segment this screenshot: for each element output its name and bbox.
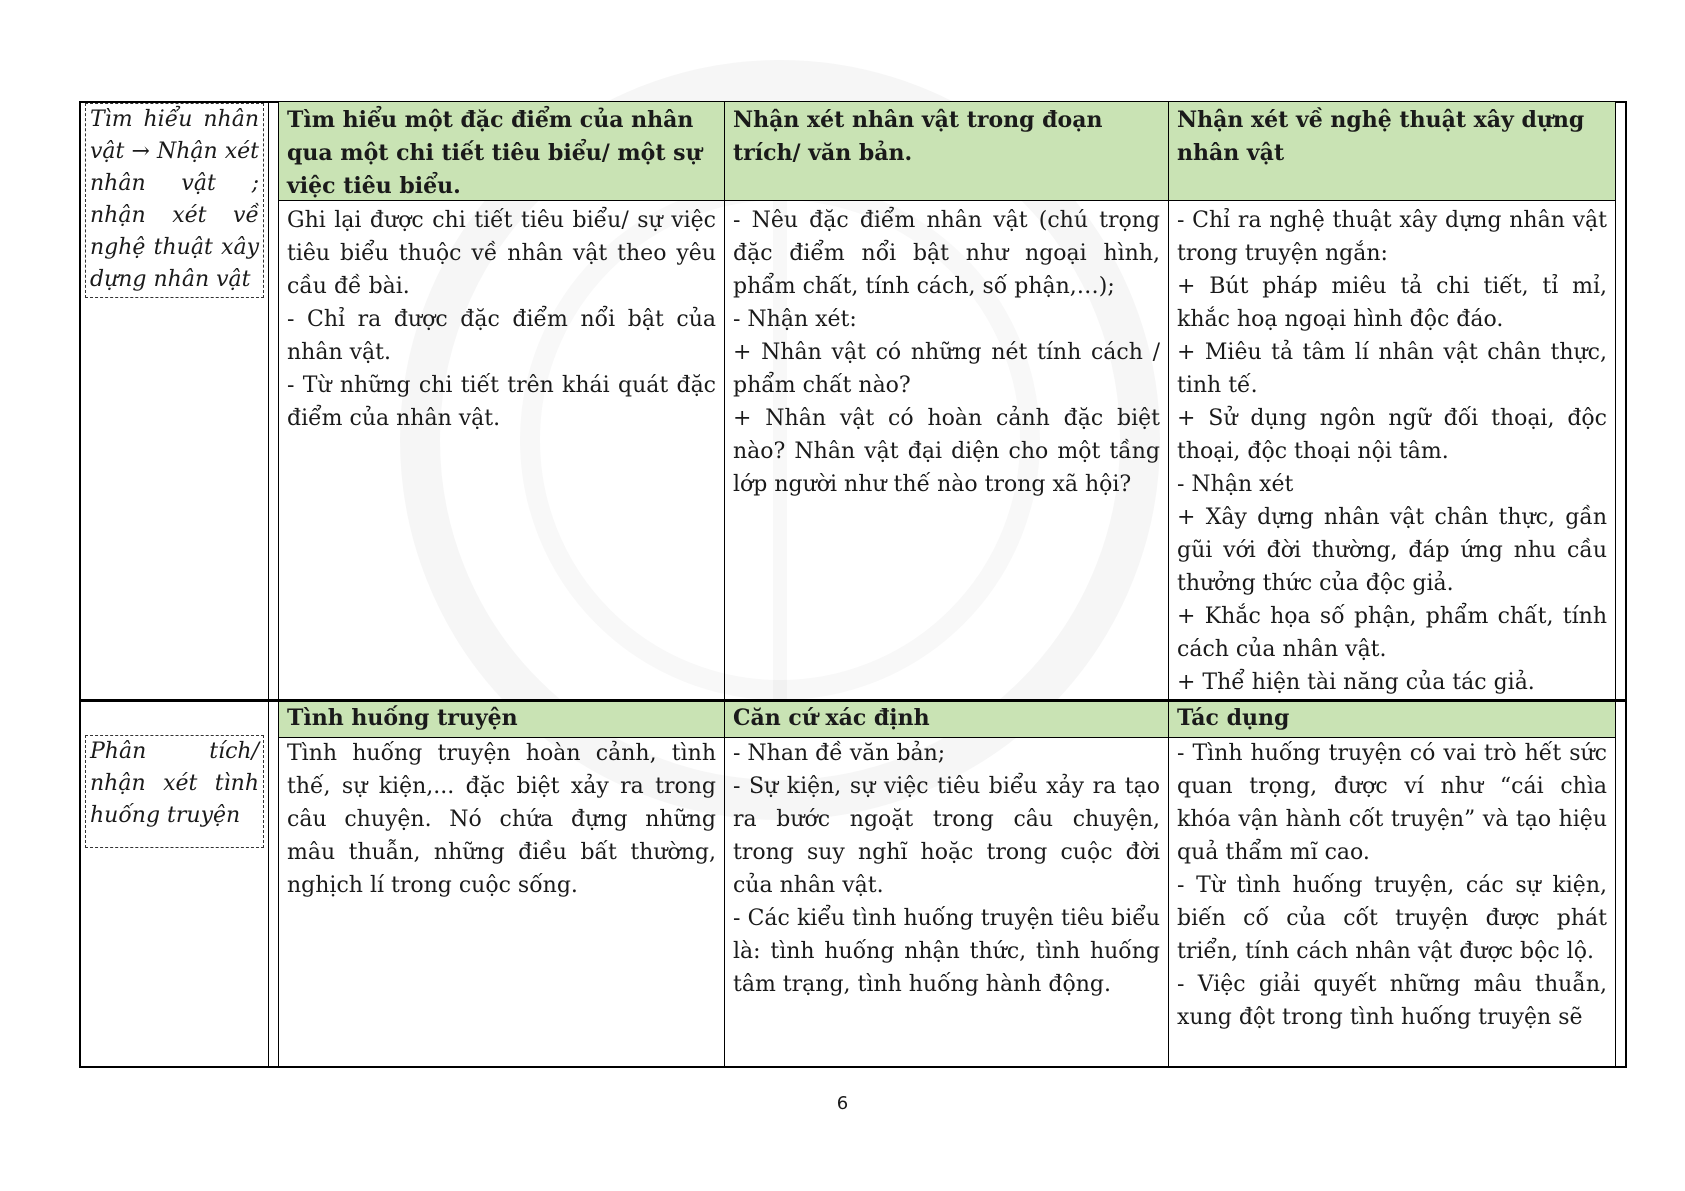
list-item: - Chỉ ra nghệ thuật xây dựng nhân vật trong truyện ngắn: bbox=[1177, 208, 1607, 266]
header-situation: Tình huống truyện bbox=[279, 702, 724, 737]
header-character-comment: Nhận xét nhân vật trong đoạn trích/ văn bản. bbox=[725, 102, 1168, 200]
cell-row2-col2 bbox=[725, 737, 1168, 1066]
list-item: - Các kiểu tình huống truyện tiêu biểu là: tình huống nhận thức, tình huống tâm trạng, tình huống hành động. bbox=[733, 906, 1160, 997]
header-effect: Tác dụng bbox=[1169, 702, 1615, 737]
list-item: - Từ những chi tiết trên khái quát đặc điểm của nhân vật. bbox=[287, 373, 716, 431]
list-item: - Chỉ ra được đặc điểm nổi bật của nhân vật. bbox=[287, 307, 716, 365]
cell-row1-col3 bbox=[1169, 204, 1615, 699]
header-detail: Tìm hiểu một đặc điểm của nhân qua một chi tiết tiêu biểu/ một sự việc tiêu biểu. bbox=[279, 102, 724, 200]
list-item: - Việc giải quyết những mâu thuẫn, xung đột trong tình huống truyện sẽ bbox=[1177, 972, 1607, 1030]
header-character-art: Nhận xét về nghệ thuật xây dựng nhân vật bbox=[1169, 102, 1615, 200]
list-item: Tình huống truyện hoàn cảnh, tình thế, sự kiện,... đặc biệt xảy ra trong câu chuyện. Nó chứa đựng những mâu thuẫn, những điều bất thường, nghịch lí trong cuộc sống. bbox=[287, 741, 716, 898]
table-divider bbox=[1615, 101, 1616, 1068]
list-item: + Khắc họa số phận, phẩm chất, tính cách của nhân vật. bbox=[1177, 604, 1607, 662]
list-item: - Sự kiện, sự việc tiêu biểu xảy ra tạo ra bước ngoặt trong câu chuyện, trong suy nghĩ hoặc trong cuộc đời của nhân vật. bbox=[733, 774, 1160, 898]
list-item: + Thể hiện tài năng của tác giả. bbox=[1177, 670, 1535, 695]
cell-row1-col2 bbox=[725, 204, 1168, 699]
list-item: + Miêu tả tâm lí nhân vật chân thực, tinh tế. bbox=[1177, 340, 1607, 398]
list-item: - Nhan đề văn bản; bbox=[733, 741, 946, 766]
list-item: - Nhận xét: bbox=[733, 307, 857, 332]
cell-row2-col3 bbox=[1169, 737, 1615, 1066]
cell-row1-col1 bbox=[279, 204, 724, 699]
list-item: + Nhân vật có hoàn cảnh đặc biệt nào? Nhân vật đại diện cho một tầng lớp người như thế nào trong xã hội? bbox=[733, 406, 1160, 497]
header-basis: Căn cứ xác định bbox=[725, 702, 1168, 737]
table-divider bbox=[278, 200, 1615, 201]
cell-row2-col1 bbox=[279, 737, 724, 1066]
list-item: + Bút pháp miêu tả chi tiết, tỉ mỉ, khắc hoạ ngoại hình độc đáo. bbox=[1177, 274, 1607, 332]
row-label-situation: Phân tích/ nhận xét tình huống truyện bbox=[85, 735, 264, 848]
list-item: - Tình huống truyện có vai trò hết sức quan trọng, được ví như “cái chìa khóa vận hành cốt truyện” và tạo hiệu quả thẩm mĩ cao. bbox=[1177, 741, 1607, 865]
table-divider bbox=[268, 101, 269, 1068]
list-item: + Xây dựng nhân vật chân thực, gần gũi với đời thường, đáp ứng nhu cầu thưởng thức của độc giả. bbox=[1177, 505, 1607, 596]
list-item: - Nhận xét bbox=[1177, 472, 1294, 497]
page-number: 6 bbox=[836, 1093, 849, 1114]
row-label-character: Tìm hiểu nhân vật → Nhận xét nhân vật ; nhận xét về nghệ thuật xây dựng nhân vật bbox=[85, 103, 264, 298]
list-item: + Nhân vật có những nét tính cách / phẩm chất nào? bbox=[733, 340, 1160, 398]
list-item: + Sử dụng ngôn ngữ đối thoại, độc thoại, độc thoại nội tâm. bbox=[1177, 406, 1607, 464]
list-item: - Nêu đặc điểm nhân vật (chú trọng đặc điểm nổi bật như ngoại hình, phẩm chất, tính cách, số phận,…); bbox=[733, 208, 1160, 299]
list-item: - Từ tình huống truyện, các sự kiện, biến cố của cốt truyện được phát triển, tính cách nhân vật được bộc lộ. bbox=[1177, 873, 1607, 964]
list-item: Ghi lại được chi tiết tiêu biểu/ sự việc tiêu biểu thuộc về nhân vật theo yêu cầu đề bài. bbox=[287, 208, 716, 299]
